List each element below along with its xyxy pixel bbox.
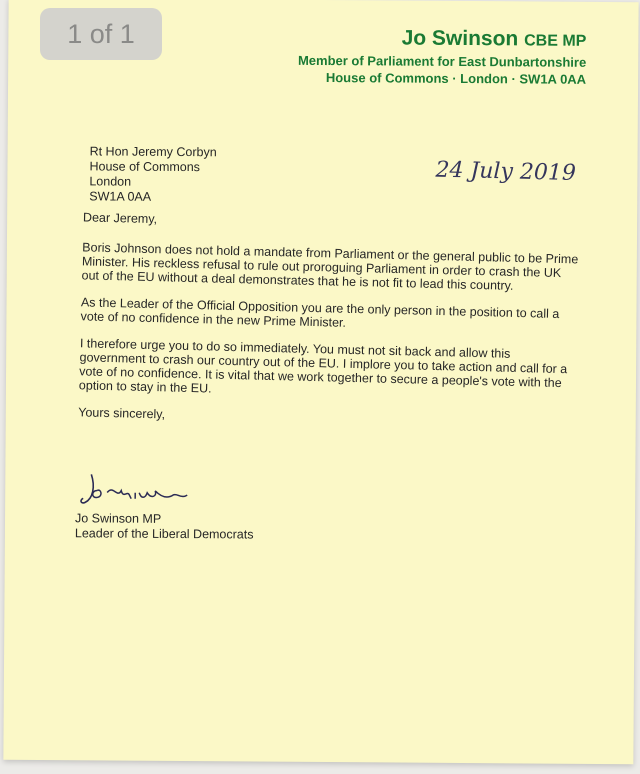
letterhead-address: House of Commons · London · SW1A 0AA — [325, 70, 587, 87]
body-paragraph: As the Leader of the Official Opposition you are the only person in the position to call a vote of no confidence in the new Prime Minister. — [80, 295, 560, 330]
letterhead-postnominal: CBE MP — [524, 32, 587, 50]
letter-body — [78, 210, 583, 444]
signatory-title: Leader of the Liberal Democrats — [74, 526, 254, 542]
signature-image — [77, 468, 207, 511]
letterhead — [298, 26, 587, 88]
salutation: Dear Jeremy, — [82, 210, 158, 227]
body-paragraph: Boris Johnson does not hold a mandate from Parliament or the general public to be Prime Minister. His reckless refusal to rule out proroguing Parliament in order to crash the UK out of the EU without a deal demonstrates that he is not fit to lead this country. — [81, 240, 579, 293]
letterhead-name: Jo Swinson — [401, 26, 519, 51]
letterhead-name-line — [298, 26, 586, 54]
letter-page — [3, 0, 638, 764]
recipient-line: SW1A 0AA — [89, 189, 152, 204]
closing: Yours sincerely, — [78, 405, 166, 422]
recipient-line: London — [89, 174, 132, 189]
body-paragraph: I therefore urge you to do so immediately. You must not sit back and allow this government to crash our country out of the EU. I implore you to take action and call for a vote of no confidence. It is vital that we work together to secure a people's vote with the option to stay in the EU. — [78, 336, 568, 396]
letterhead-constituency: Member of Parliament for East Dunbartonshire — [297, 52, 587, 70]
page-indicator: 1 of 1 — [40, 8, 162, 60]
recipient-address — [89, 144, 217, 205]
signatory-name: Jo Swinson MP — [74, 511, 162, 526]
recipient-line: House of Commons — [89, 159, 201, 175]
signatory-block — [75, 511, 254, 542]
recipient-line: Rt Hon Jeremy Corbyn — [89, 144, 217, 160]
handwritten-date: 24 July 2019 — [435, 157, 577, 186]
